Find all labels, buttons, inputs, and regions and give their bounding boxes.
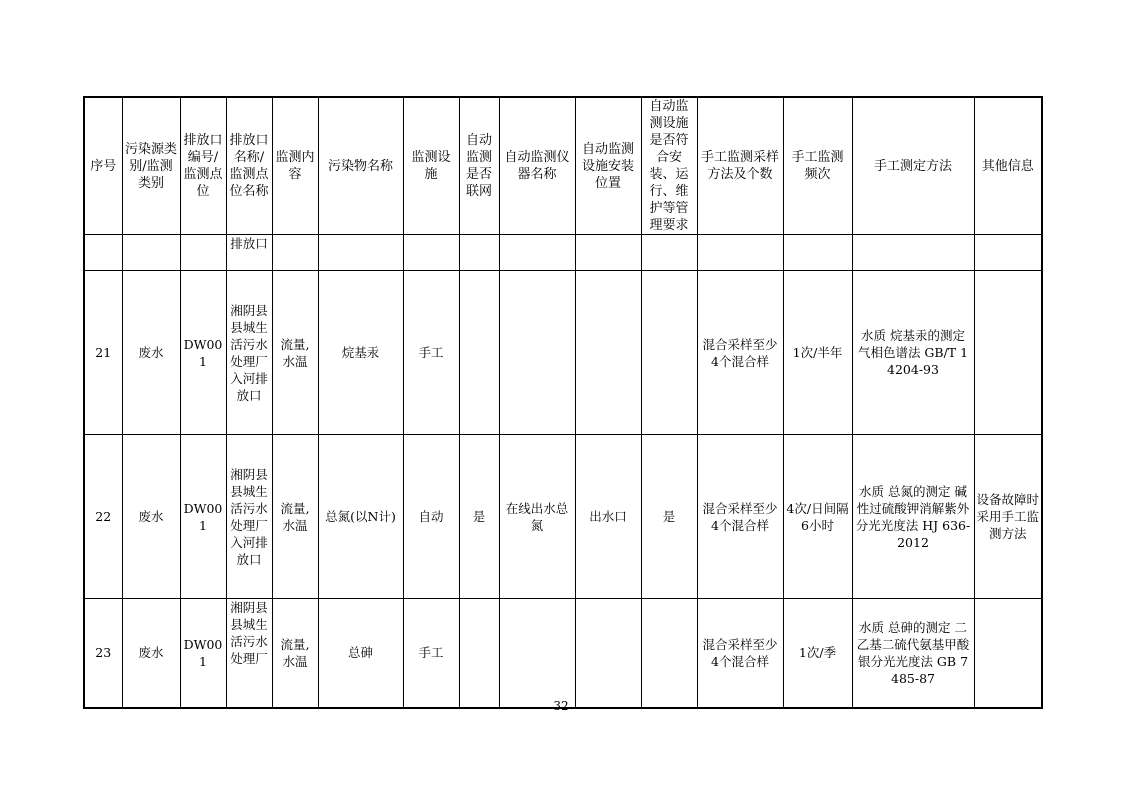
instrument-cell	[499, 599, 575, 708]
header-cell: 手工测定方法	[852, 97, 974, 235]
row-number-cell: 22	[84, 435, 122, 599]
install-location-cell	[575, 271, 641, 435]
outlet-name-cell: 湘阴县县城生活污水处理厂入河排放口	[226, 271, 272, 435]
table-row	[84, 599, 1042, 708]
pollutant-cell: 总砷	[318, 599, 403, 708]
compliant-cell: 是	[641, 435, 697, 599]
header-cell: 手工监测采样方法及个数	[697, 97, 783, 235]
frequency-cell: 4次/日间隔6小时	[783, 435, 852, 599]
outlet-code-cell: DW001	[180, 435, 226, 599]
content-cell: 流量,水温	[272, 599, 318, 708]
content-cell: 流量,水温	[272, 271, 318, 435]
method-cell: 水质 总氮的测定 碱性过硫酸钾消解紫外分光光度法 HJ 636-2012	[852, 435, 974, 599]
instrument-cell	[499, 271, 575, 435]
other-cell	[974, 599, 1042, 708]
compliant-cell	[641, 271, 697, 435]
facility-cell: 自动	[403, 435, 459, 599]
other-cell: 设备故障时采用手工监测方法	[974, 435, 1042, 599]
install-location-cell: 出水口	[575, 435, 641, 599]
outlet-code-cell: DW001	[180, 271, 226, 435]
header-cell: 排放口名称/监测点位名称	[226, 97, 272, 235]
header-cell: 监测内容	[272, 97, 318, 235]
header-cell: 序号	[84, 97, 122, 235]
table-row	[84, 435, 1042, 599]
category-cell: 废水	[122, 599, 180, 708]
facility-cell: 手工	[403, 271, 459, 435]
header-cell: 自动监测是否联网	[459, 97, 499, 235]
instrument-cell: 在线出水总氮	[499, 435, 575, 599]
sampling-cell: 混合采样至少4个混合样	[697, 599, 783, 708]
outlet-name-cell: 湘阴县县城生活污水处理厂	[226, 599, 272, 708]
frequency-cell: 1次/半年	[783, 271, 852, 435]
outlet-name-cell: 湘阴县县城生活污水处理厂入河排放口	[226, 435, 272, 599]
method-cell: 水质 烷基汞的测定 气相色谱法 GB/T 14204-93	[852, 271, 974, 435]
header-cell: 自动监测仪器名称	[499, 97, 575, 235]
header-row	[84, 97, 1042, 235]
other-cell	[974, 271, 1042, 435]
category-cell: 废水	[122, 271, 180, 435]
header-cell: 监测设施	[403, 97, 459, 235]
sampling-cell: 混合采样至少4个混合样	[697, 435, 783, 599]
header-cell: 其他信息	[974, 97, 1042, 235]
facility-cell: 手工	[403, 599, 459, 708]
outlet-name-cell: 排放口	[226, 235, 272, 271]
table-row	[84, 271, 1042, 435]
networked-cell: 是	[459, 435, 499, 599]
content-cell: 流量,水温	[272, 435, 318, 599]
compliant-cell	[641, 599, 697, 708]
header-cell: 排放口编号/监测点位	[180, 97, 226, 235]
header-cell: 手工监测频次	[783, 97, 852, 235]
frequency-cell: 1次/季	[783, 599, 852, 708]
sampling-cell: 混合采样至少4个混合样	[697, 271, 783, 435]
continuation-row	[84, 235, 1042, 271]
category-cell: 废水	[122, 435, 180, 599]
row-number-cell: 21	[84, 271, 122, 435]
monitoring-table	[83, 96, 1043, 709]
header-cell: 自动监测设施是否符合安装、运行、维护等管理要求	[641, 97, 697, 235]
outlet-code-cell: DW001	[180, 599, 226, 708]
header-cell: 自动监测设施安装位置	[575, 97, 641, 235]
pollutant-cell: 总氮(以N计)	[318, 435, 403, 599]
networked-cell	[459, 271, 499, 435]
header-cell: 污染源类别/监测类别	[122, 97, 180, 235]
install-location-cell	[575, 599, 641, 708]
row-number-cell: 23	[84, 599, 122, 708]
networked-cell	[459, 599, 499, 708]
page-number: 32	[553, 699, 569, 713]
pollutant-cell: 烷基汞	[318, 271, 403, 435]
method-cell: 水质 总砷的测定 二乙基二硫代氨基甲酸银分光光度法 GB 7485-87	[852, 599, 974, 708]
header-cell: 污染物名称	[318, 97, 403, 235]
